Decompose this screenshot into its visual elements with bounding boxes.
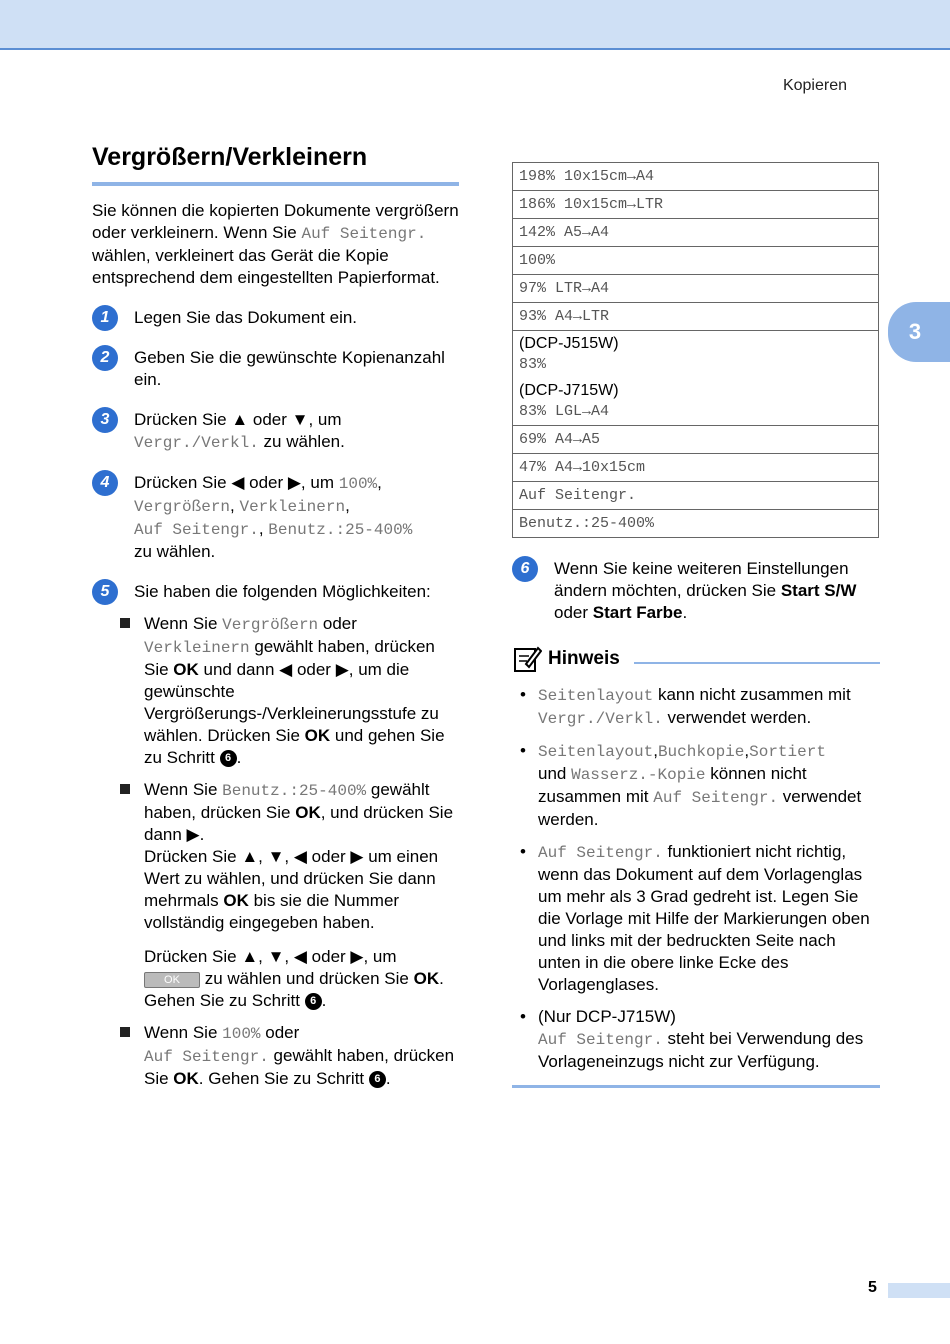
intro-text-2: wählen, verkleinert das Gerät die Kopie entsprechend dem eingestellten Papierformat. [92, 246, 440, 287]
table-cell: 47% A4→10x15cm [513, 454, 879, 482]
note-end-rule [512, 1085, 880, 1088]
option-text: gewählt haben, drücken Sie [144, 637, 435, 679]
step-text: . [682, 603, 688, 622]
note-code: Wasserz.-Kopie [571, 766, 706, 784]
option-text: . Gehen Sie zu Schritt [198, 1069, 369, 1088]
table-row [513, 426, 879, 454]
key-start-bw: Start S/W [780, 581, 857, 600]
note-code: Auf Seitengr. [538, 1031, 663, 1049]
ok-button-icon: OK [144, 972, 200, 988]
step-number-icon: 5 [92, 579, 118, 605]
footer-bar [888, 1283, 950, 1298]
option-text: , und drücken Sie dann ▶. [144, 803, 454, 844]
table-row [513, 510, 879, 538]
table-cell: 186% 10x15cm→LTR [513, 191, 879, 219]
step-2 [92, 347, 462, 391]
key-ok: OK [304, 726, 331, 745]
table-row [513, 191, 879, 219]
step-code: Verkleinern [239, 498, 346, 516]
ratio-value: 83% LGL→A4 [519, 403, 610, 420]
step-6 [512, 558, 880, 624]
note-code: Buchkopie [657, 743, 745, 761]
square-bullet-icon [120, 784, 130, 794]
note-code: Auf Seitengr. [538, 844, 663, 862]
note-text: (Nur DCP-J715W) [538, 1007, 676, 1026]
option-text: gewählt haben, drücken Sie [144, 780, 430, 822]
bullet-icon: • [520, 842, 526, 861]
step-number-icon: 1 [92, 305, 118, 331]
note-text: können nicht zusammen mit [538, 764, 807, 806]
table-cell: 93% A4→LTR [513, 303, 879, 331]
step-code: 100% [338, 475, 378, 493]
table-cell: Auf Seitengr. [513, 482, 879, 510]
table-cell: 100% [513, 247, 879, 275]
option-text: Wenn Sie [144, 780, 223, 799]
table-row [513, 303, 879, 331]
table-row [513, 219, 879, 247]
key-ok: OK [173, 1069, 199, 1088]
key-start-color: Start Farbe [592, 603, 683, 622]
step-number-icon: 6 [512, 556, 538, 582]
option-text: Wenn Sie [144, 614, 223, 633]
model-label: (DCP-J515W) [519, 335, 619, 352]
key-ok: OK [173, 660, 199, 679]
note-code: Vergr./Verkl. [538, 710, 663, 728]
model-label: (DCP-J715W) [519, 382, 619, 399]
intro-paragraph [92, 200, 462, 289]
key-ok: OK [413, 969, 440, 988]
note-item: • Seitenlayout,Buchkopie,Sortiert und Wasserz.-Kopie können nicht zusammen mit Auf Seitengr. verwendet werden. [520, 741, 862, 829]
option-custom-confirm [144, 946, 462, 1012]
option-text: und dann ◀ oder ▶, um die gewünschte Vergrößerungs-/Verkleinerungsstufe zu wählen. Drücken Sie [144, 660, 439, 745]
page-number: 5 [868, 1279, 877, 1296]
left-column [92, 140, 462, 1090]
step-ref-icon: 6 [369, 1071, 386, 1088]
table-row [513, 454, 879, 482]
step-text: Geben Sie die gewünschte Kopienanzahl ein. [134, 348, 445, 389]
bullet-icon: • [520, 1007, 526, 1026]
option-text: Wenn Sie [144, 1023, 223, 1042]
note-text: kann nicht zusammen mit [653, 685, 851, 704]
running-title: Kopieren [782, 77, 847, 94]
square-bullet-icon [120, 1027, 130, 1037]
table-row [513, 163, 879, 191]
option-text: Drücken Sie ▲, ▼, ◀ oder ▶ um einen Wert zu wählen, und drücken Sie dann mehrmals [144, 847, 439, 910]
step-ref-icon: 6 [220, 750, 237, 767]
step-1 [92, 307, 462, 329]
step-code: Auf Seitengr. [134, 521, 259, 539]
option-code: Vergrößern [222, 616, 319, 634]
key-ok: OK [295, 803, 321, 822]
table-cell: 69% A4→A5 [513, 426, 879, 454]
step-code: Vergr./Verkl. [134, 434, 259, 452]
option-code: Benutz.:25-400% [222, 782, 367, 800]
step-5 [92, 581, 462, 1090]
step-code: Vergrößern [134, 498, 231, 516]
note-pencil-icon [512, 644, 542, 674]
option-text: Drücken Sie ▲, ▼, ◀ oder ▶, um [144, 947, 397, 966]
page-title: Vergrößern/Verkleinern [92, 140, 459, 186]
option-custom [118, 779, 462, 1012]
step-text: Legen Sie das Dokument ein. [134, 308, 358, 327]
option-code: 100% [222, 1025, 261, 1043]
square-bullet-icon [120, 618, 130, 628]
note-code: Auf Seitengr. [653, 789, 779, 807]
step-text: zu wählen. [258, 432, 345, 451]
note-text: verwendet werden. [538, 787, 862, 829]
option-text: oder [260, 1023, 300, 1042]
step-text: Drücken Sie ◀ oder ▶, um [134, 473, 339, 492]
option-text: . [385, 1069, 391, 1088]
option-text: gewählt haben, drücken Sie [144, 1046, 455, 1088]
note-item [512, 841, 880, 996]
note-code: Sortiert [749, 743, 826, 761]
option-text: . [236, 748, 242, 767]
intro-code: Auf Seitengr. [301, 225, 427, 243]
step-code: Benutz.:25-400% [268, 521, 413, 539]
option-text: Gehen Sie zu Schritt [144, 991, 305, 1010]
note-header [512, 644, 880, 674]
step-ref-icon: 6 [305, 993, 322, 1010]
option-text: bis sie die Nummer vollständig eingegeben haben. [144, 891, 400, 932]
intro-text: Sie können die kopierten Dokumente vergrößern oder verkleinern. Wenn Sie [92, 201, 459, 242]
step-text: Drücken Sie ▲ oder ▼, um [134, 410, 342, 429]
table-cell: 198% 10x15cm→A4 [513, 163, 879, 191]
step-number-icon: 4 [92, 470, 118, 496]
option-text: zu wählen und drücken Sie [200, 969, 414, 988]
step-text: Sie haben die folgenden Möglichkeiten: [134, 582, 431, 601]
step-number-icon: 3 [92, 407, 118, 433]
option-text: oder [318, 614, 357, 633]
table-row [513, 331, 879, 426]
table-cell: 97% LTR→A4 [513, 275, 879, 303]
ratio-table [512, 162, 879, 538]
bullet-icon: • [520, 741, 526, 760]
option-code: Verkleinern [144, 639, 250, 657]
note-text: und [538, 764, 572, 783]
chapter-tab [888, 302, 950, 362]
chapter-number: 3 [908, 319, 922, 344]
option-text: und gehen Sie zu Schritt [144, 726, 445, 767]
step-text: Wenn Sie keine weiteren Einstellungen ändern möchten, drücken Sie [554, 559, 849, 600]
table-row [513, 275, 879, 303]
header-band [0, 0, 950, 50]
option-zoom [118, 613, 462, 769]
step-3 [92, 409, 462, 454]
ratio-value: 83% [519, 356, 547, 373]
step-number-icon: 2 [92, 345, 118, 371]
note-code: Seitenlayout [538, 687, 654, 705]
note-rule [634, 662, 880, 664]
table-row [513, 247, 879, 275]
step-4: 4 Drücken Sie ◀ oder ▶, um 100%, Vergrößern, Verkleinern, Auf Seitengr., Benutz.:25-400% zu wählen. [92, 472, 462, 563]
option-fit [118, 1022, 462, 1090]
option-text: . [439, 969, 444, 988]
option-text: . [321, 991, 327, 1010]
bullet-icon: • [520, 685, 526, 704]
note-text: steht bei Verwendung des Vorlageneinzugs nicht zur Verfügung. [538, 1029, 864, 1071]
table-cell: 142% A5→A4 [513, 219, 879, 247]
table-cell: Benutz.:25-400% [513, 510, 879, 538]
step-text: zu wählen. [134, 542, 216, 561]
note-code: Seitenlayout [538, 743, 654, 761]
note-item [512, 1006, 880, 1073]
step-text: oder [554, 603, 593, 622]
note-item [512, 684, 880, 730]
option-code: Auf Seitengr. [144, 1048, 269, 1066]
note-text: funktioniert nicht richtig, wenn das Dokument auf dem Vorlagenglas um mehr als 3 Grad gedreht ist. Legen Sie die Vorlage mit Hilfe der Markierungen oben und links mit der bedruckten Seite nach unten in die obere linke Ecke des Vorlagenglases. [538, 842, 870, 994]
key-ok: OK [223, 891, 249, 910]
right-column [512, 162, 880, 1088]
table-row [513, 482, 879, 510]
table-cell [513, 331, 879, 426]
note-text: verwendet werden. [662, 708, 812, 727]
note-title: Hinweis [548, 648, 620, 669]
